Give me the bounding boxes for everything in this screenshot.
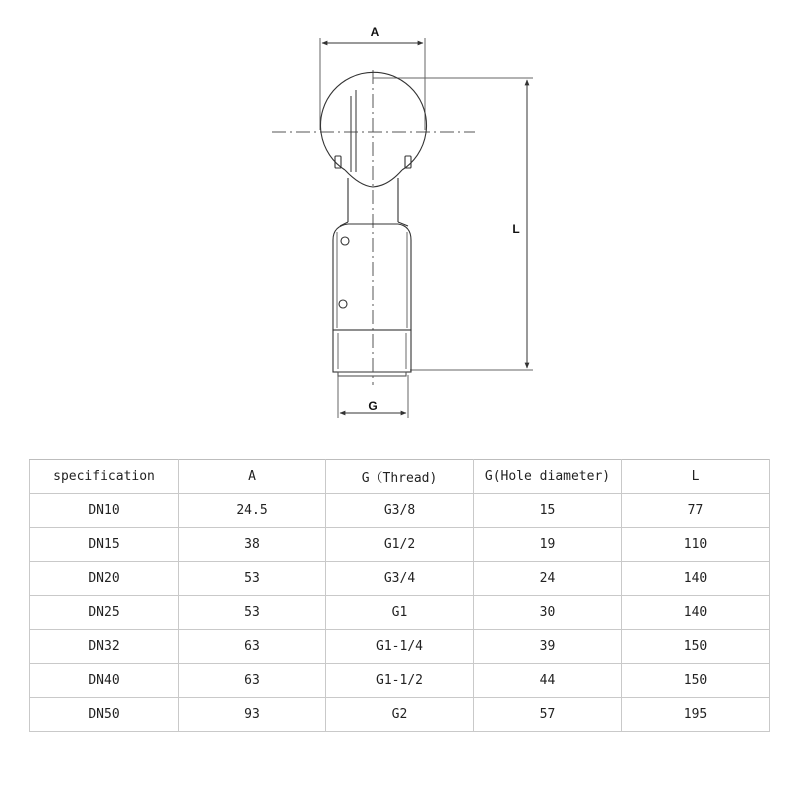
specification-table: [29, 459, 770, 732]
cell-g-thread: G1/2: [326, 528, 474, 562]
cell-g-thread: G3/4: [326, 562, 474, 596]
cell-specification: DN50: [30, 698, 179, 732]
header-g-hole-diameter: G(Hole diameter): [474, 460, 622, 494]
extension-lines: [320, 38, 533, 418]
table-row: [30, 698, 770, 732]
cell-g-hole-diameter: 44: [474, 664, 622, 698]
cell-specification: DN15: [30, 528, 179, 562]
table-row: [30, 528, 770, 562]
table-row: [30, 596, 770, 630]
cell-specification: DN32: [30, 630, 179, 664]
cell-l: 150: [622, 664, 770, 698]
cell-g-hole-diameter: 19: [474, 528, 622, 562]
table-row: [30, 562, 770, 596]
dimension-label-l: L: [512, 222, 520, 236]
body-cylinder: [333, 224, 411, 330]
cell-specification: DN40: [30, 664, 179, 698]
cell-g-hole-diameter: 24: [474, 562, 622, 596]
cell-a: 38: [179, 528, 326, 562]
cell-g-hole-diameter: 57: [474, 698, 622, 732]
thread-base: [333, 330, 411, 372]
cell-l: 140: [622, 596, 770, 630]
header-l: L: [622, 460, 770, 494]
cell-l: 150: [622, 630, 770, 664]
header-a: A: [179, 460, 326, 494]
cell-specification: DN25: [30, 596, 179, 630]
cell-g-thread: G1-1/4: [326, 630, 474, 664]
nozzle-body: [321, 72, 427, 376]
cell-g-thread: G1-1/2: [326, 664, 474, 698]
cell-a: 63: [179, 664, 326, 698]
cell-a: 93: [179, 698, 326, 732]
table-row: [30, 494, 770, 528]
locking-pin: [341, 237, 349, 245]
header-specification: specification: [30, 460, 179, 494]
header-g-thread: G（Thread): [326, 460, 474, 494]
cell-g-thread: G3/8: [326, 494, 474, 528]
locking-pin: [339, 300, 347, 308]
dimension-label-a: A: [370, 25, 380, 39]
cell-a: 24.5: [179, 494, 326, 528]
cell-g-thread: G1: [326, 596, 474, 630]
centerlines: [272, 70, 475, 385]
cell-specification: DN20: [30, 562, 179, 596]
cell-g-hole-diameter: 15: [474, 494, 622, 528]
cell-a: 63: [179, 630, 326, 664]
table-header-row: [30, 460, 770, 494]
table-row: [30, 664, 770, 698]
cell-l: 77: [622, 494, 770, 528]
cell-l: 195: [622, 698, 770, 732]
cell-a: 53: [179, 562, 326, 596]
cell-l: 110: [622, 528, 770, 562]
cell-specification: DN10: [30, 494, 179, 528]
cell-g-thread: G2: [326, 698, 474, 732]
cell-g-hole-diameter: 39: [474, 630, 622, 664]
table-row: [30, 630, 770, 664]
cell-a: 53: [179, 596, 326, 630]
cell-g-hole-diameter: 30: [474, 596, 622, 630]
dimension-label-g: G: [368, 399, 378, 413]
cell-l: 140: [622, 562, 770, 596]
